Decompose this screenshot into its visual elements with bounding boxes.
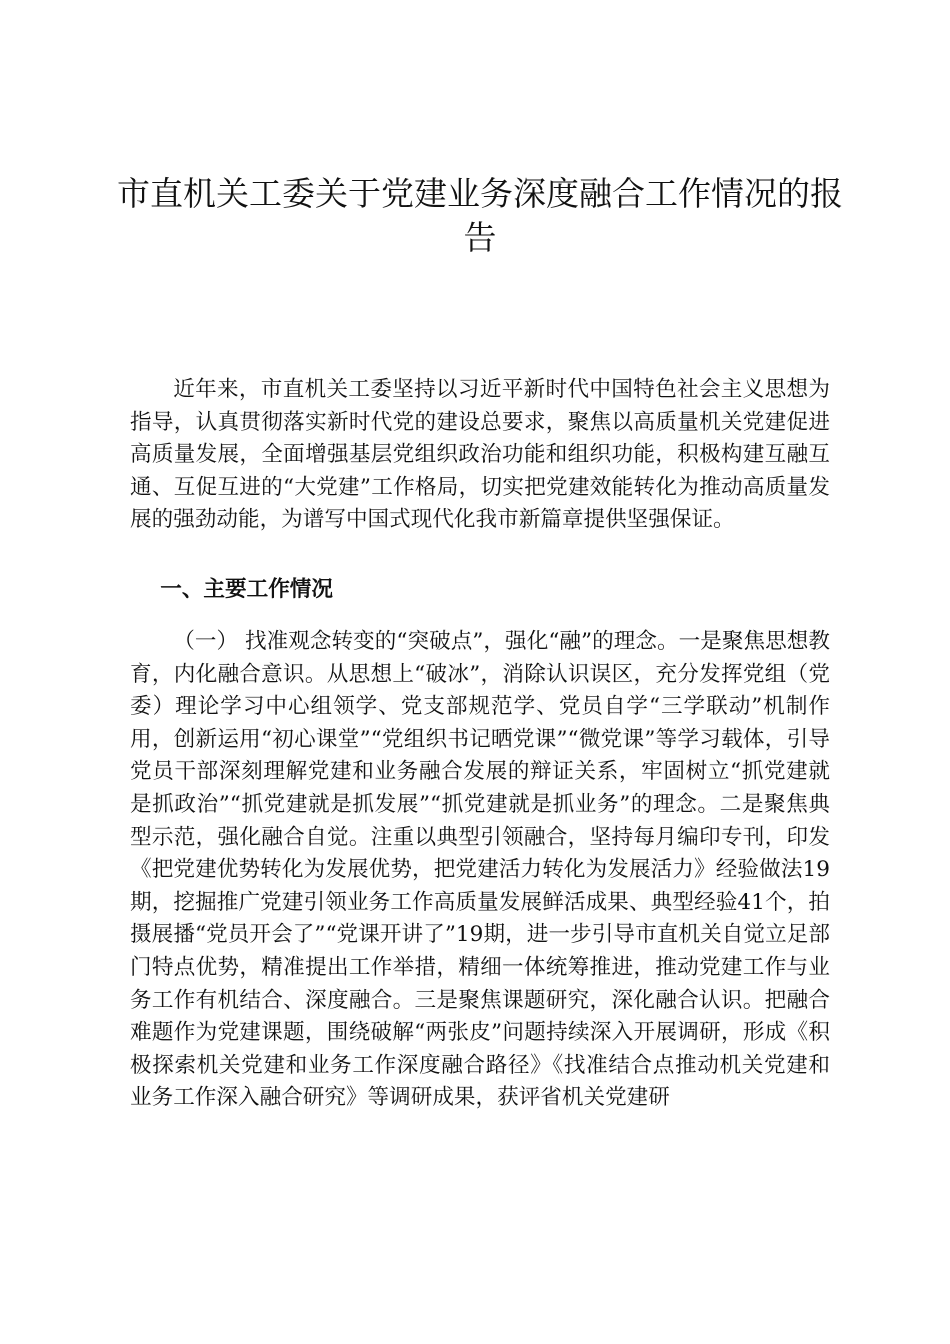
intro-paragraph: 近年来，市直机关工委坚持以习近平新时代中国特色社会主义思想为指导，认真贯彻落实新时代党的建设总要求，聚焦以高质量机关党建促进高质量发展，全面增强基层党组织政治功能和组织功能，积极构建互融互通、互促互进的“大党建”工作格局，切实把党建效能转化为推动高质量发展的强劲动能，为谱写中国式现代化我市新篇章提供坚强保证。 [130,377,830,533]
document-title: 市直机关工委关于党建业务深度融合工作情况的报告 [117,174,843,257]
section-heading: 一、主要工作情况 [160,577,333,602]
section-paragraph: （一） 找准观念转变的“突破点”，强化“融”的理念。一是聚焦思想教育，内化融合意识。从思想上“破冰”，消除认识误区，充分发挥党组（党委）理论学习中心组领学、党支部规范学、党员自学“三学联动”机制作用，创新运用“初心课堂”“党组织书记晒党课”“微党课”等学习载体，引导党员干部深刻理解党建和业务融合发展的辩证关系，牢固树立“抓党建就是抓政治”“抓党建就是抓发展”“抓党建就是抓业务”的理念。二是聚焦典型示范，强化融合自觉。注重以典型引领融合，坚持每月编印专刊，印发《把党建优势转化为发展优势，把党建活力转化为发展活力》经验做法19期，挖掘推广党建引领业务工作高质量发展鲜活成果、典型经验41个，拍摄展播“党员开会了”“党课开讲了”19期，进一步引导市直机关自觉立足部门特点优势，精准提出工作举措，精细一体统筹推进，推动党建工作与业务工作有机结合、深度融合。三是聚焦课题研究，深化融合认识。把融合难题作为党建课题，围绕破解“两张皮”问题持续深入开展调研，形成《积极探索机关党建和业务工作深度融合路径》《找准结合点推动机关党建和业务工作深入融合研究》等调研成果，获评省机关党建研 [130,629,830,1111]
